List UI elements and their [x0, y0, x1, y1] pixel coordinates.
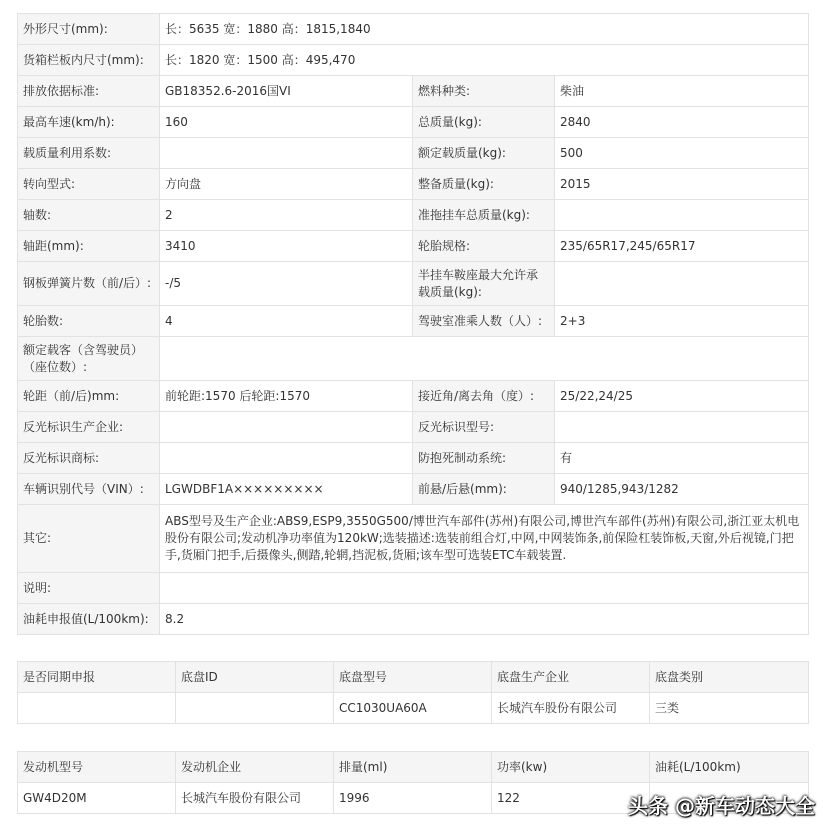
steering-label: 转向型式: [18, 169, 160, 200]
note-label: 说明: [18, 573, 160, 604]
spec-row-vin [18, 474, 809, 505]
chassis-cell: 长城汽车股份有限公司 [492, 693, 650, 724]
reflect-maker-label: 反光标识生产企业: [18, 412, 160, 443]
spec-row-reflect-maker [18, 412, 809, 443]
vin-value: LGWDBF1A××××××××× [160, 474, 413, 505]
axles-label: 轴数: [18, 200, 160, 231]
chassis-cell: 三类 [650, 693, 809, 724]
spec-row-other [18, 505, 809, 573]
chassis-header-cell: 底盘类别 [650, 662, 809, 693]
rated-passengers-value [160, 337, 809, 381]
overhang-label: 前悬/后悬(mm): [413, 474, 555, 505]
reflect-model-label: 反光标识型号: [413, 412, 555, 443]
engine-cell: 长城汽车股份有限公司 [176, 783, 334, 814]
leaf-spring-value: -/5 [160, 262, 413, 306]
trailer-mass-label: 准拖挂车总质量(kg): [413, 200, 555, 231]
engine-cell: 1996 [334, 783, 492, 814]
engine-header-cell: 功率(kw) [492, 752, 650, 783]
load-coef-label: 载质量利用系数: [18, 138, 160, 169]
cab-seats-label: 驾驶室准乘人数（人）: [413, 306, 555, 337]
rated-load-value: 500 [555, 138, 809, 169]
chassis-header-cell: 是否同期申报 [18, 662, 176, 693]
reflect-model-value [555, 412, 809, 443]
spec-row-speed [18, 107, 809, 138]
cargo-label: 货箱栏板内尺寸(mm): [18, 45, 160, 76]
spec-row-wheelbase [18, 231, 809, 262]
leaf-spring-label: 钢板弹簧片数（前/后）: [18, 262, 160, 306]
track-value: 前轮距:1570 后轮距:1570 [160, 381, 413, 412]
steering-value: 方向盘 [160, 169, 413, 200]
chassis-header-cell: 底盘型号 [334, 662, 492, 693]
engine-header-cell: 发动机型号 [18, 752, 176, 783]
overhang-value: 940/1285,943/1282 [555, 474, 809, 505]
emission-value: GB18352.6-2016国VI [160, 76, 413, 107]
engine-header-cell: 排量(ml) [334, 752, 492, 783]
spec-row-axles [18, 200, 809, 231]
abs-value: 有 [555, 443, 809, 474]
spec-row-dimensions [18, 14, 809, 45]
abs-label: 防抱死制动系统: [413, 443, 555, 474]
fuel-type-value: 柴油 [555, 76, 809, 107]
reflect-brand-value [160, 443, 413, 474]
fuel-type-label: 燃料种类: [413, 76, 555, 107]
note-value [160, 573, 809, 604]
rated-passengers-label: 额定载客（含驾驶员）（座位数）: [18, 337, 160, 381]
spec-row-tires [18, 306, 809, 337]
tire-spec-label: 轮胎规格: [413, 231, 555, 262]
engine-cell: 122 [492, 783, 650, 814]
spec-row-note [18, 573, 809, 604]
vin-label: 车辆识别代号（VIN）: [18, 474, 160, 505]
engine-cell: GW4D20M [18, 783, 176, 814]
total-mass-label: 总质量(kg): [413, 107, 555, 138]
emission-label: 排放依据标准: [18, 76, 160, 107]
other-value: ABS型号及生产企业:ABS9,ESP9,3550G500/博世汽车部件(苏州)有限公司,博世汽车部件(苏州)有限公司,浙江亚太机电股份有限公司;发动机净功率值为120kW;选装描述:选装前组合灯,中网,中网装饰条,前保险杠装饰板,天窗,外后视镜,门把手,货厢门把手,后摄像头,侧踏,轮辋,挡泥板,货厢;该车型可选装ETC车载装置. [160, 505, 809, 573]
spec-row-fuel-consumption [18, 604, 809, 635]
trailer-mass-value [555, 200, 809, 231]
spec-row-passengers [18, 337, 809, 381]
max-speed-value: 160 [160, 107, 413, 138]
tire-count-value: 4 [160, 306, 413, 337]
cargo-value: 长：1820 宽：1500 高：495,470 [160, 45, 809, 76]
saddle-load-label: 半挂车鞍座最大允许承载质量(kg): [413, 262, 555, 306]
dimensions-label: 外形尺寸(mm): [18, 14, 160, 45]
rated-load-label: 额定载质量(kg): [413, 138, 555, 169]
tire-count-label: 轮胎数: [18, 306, 160, 337]
dimensions-value: 长：5635 宽：1880 高：1815,1840 [160, 14, 809, 45]
saddle-load-value [555, 262, 809, 306]
load-coef-value [160, 138, 413, 169]
max-speed-label: 最高车速(km/h): [18, 107, 160, 138]
angle-value: 25/22,24/25 [555, 381, 809, 412]
vehicle-spec-table [17, 13, 809, 635]
axles-value: 2 [160, 200, 413, 231]
chassis-header-cell: 底盘生产企业 [492, 662, 650, 693]
spec-row-load [18, 138, 809, 169]
spec-row-leaf-spring [18, 262, 809, 306]
total-mass-value: 2840 [555, 107, 809, 138]
spec-row-cargo [18, 45, 809, 76]
curb-mass-label: 整备质量(kg): [413, 169, 555, 200]
chassis-header-row [18, 662, 809, 693]
wheelbase-value: 3410 [160, 231, 413, 262]
chassis-data-row [18, 693, 809, 724]
cab-seats-value: 2+3 [555, 306, 809, 337]
fuel-consumption-label: 油耗申报值(L/100km): [18, 604, 160, 635]
engine-header-row [18, 752, 809, 783]
curb-mass-value: 2015 [555, 169, 809, 200]
chassis-cell [176, 693, 334, 724]
spec-row-reflect-brand [18, 443, 809, 474]
tire-spec-value: 235/65R17,245/65R17 [555, 231, 809, 262]
wheelbase-label: 轴距(mm): [18, 231, 160, 262]
other-label: 其它: [18, 505, 160, 573]
spec-row-track [18, 381, 809, 412]
spec-row-emission [18, 76, 809, 107]
fuel-consumption-value: 8.2 [160, 604, 809, 635]
angle-label: 接近角/离去角（度）: [413, 381, 555, 412]
chassis-table [17, 661, 809, 724]
spec-row-steering [18, 169, 809, 200]
toutiao-watermark: 头条 @新车动态大全 [628, 794, 815, 818]
chassis-cell [18, 693, 176, 724]
reflect-maker-value [160, 412, 413, 443]
chassis-cell: CC1030UA60A [334, 693, 492, 724]
track-label: 轮距（前/后)mm: [18, 381, 160, 412]
engine-header-cell: 发动机企业 [176, 752, 334, 783]
chassis-header-cell: 底盘ID [176, 662, 334, 693]
engine-header-cell: 油耗(L/100km) [650, 752, 809, 783]
reflect-brand-label: 反光标识商标: [18, 443, 160, 474]
